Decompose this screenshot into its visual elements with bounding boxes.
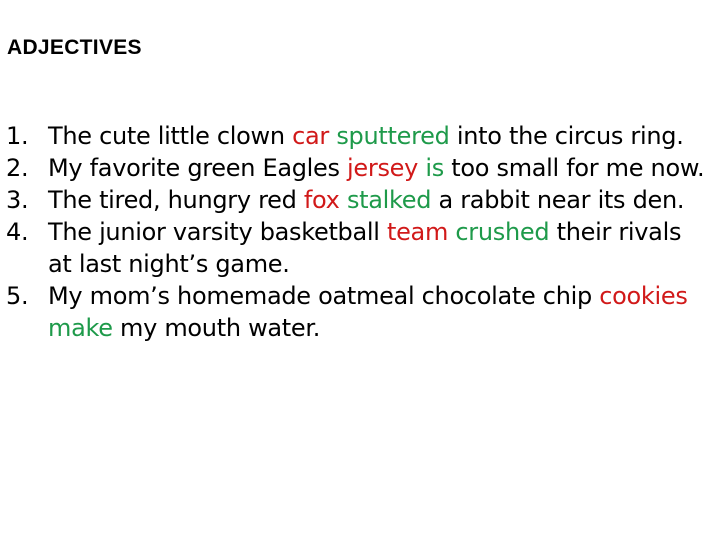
sentence-text (48, 184, 706, 216)
list-item (6, 184, 706, 216)
list-item (6, 120, 706, 152)
noun-word: fox (303, 186, 340, 214)
sentence-text (48, 120, 706, 152)
sentence-end: too small for me now. (443, 154, 705, 182)
noun-word: car (292, 122, 329, 150)
sentence-list (6, 120, 706, 344)
verb-word: crushed (455, 218, 550, 246)
sentence-start: The cute little clown (48, 122, 293, 150)
sentence-end: into the circus ring. (449, 122, 684, 150)
sentence-text (48, 152, 706, 184)
list-item (6, 280, 706, 344)
verb-word: stalked (346, 186, 432, 214)
noun-word: team (386, 218, 449, 246)
sentence-end: their rivals at last night’s game. (48, 218, 682, 278)
list-item (6, 152, 706, 184)
item-number: 4. (6, 218, 29, 246)
sentence-start: My mom’s homemade oatmeal chocolate chip (48, 282, 600, 310)
sentence-text (48, 216, 706, 280)
item-number: 1. (6, 122, 29, 150)
sentence-start: My favorite green Eagles (48, 154, 348, 182)
sentence-end: my mouth water. (112, 314, 321, 342)
item-number: 3. (6, 186, 29, 214)
verb-word: sputtered (336, 122, 450, 150)
sentence-start: The tired, hungry red (48, 186, 304, 214)
noun-word: jersey (347, 154, 419, 182)
sentence-end: a rabbit near its den. (431, 186, 685, 214)
page-title: ADJECTIVES (7, 36, 142, 59)
sentence-start: The junior varsity basketball (48, 218, 387, 246)
verb-word: make (48, 314, 113, 342)
noun-word: cookies (599, 282, 688, 310)
list-item (6, 216, 706, 280)
item-number: 2. (6, 154, 29, 182)
verb-word: is (425, 154, 444, 182)
sentence-text (48, 280, 706, 344)
item-number: 5. (6, 282, 29, 310)
